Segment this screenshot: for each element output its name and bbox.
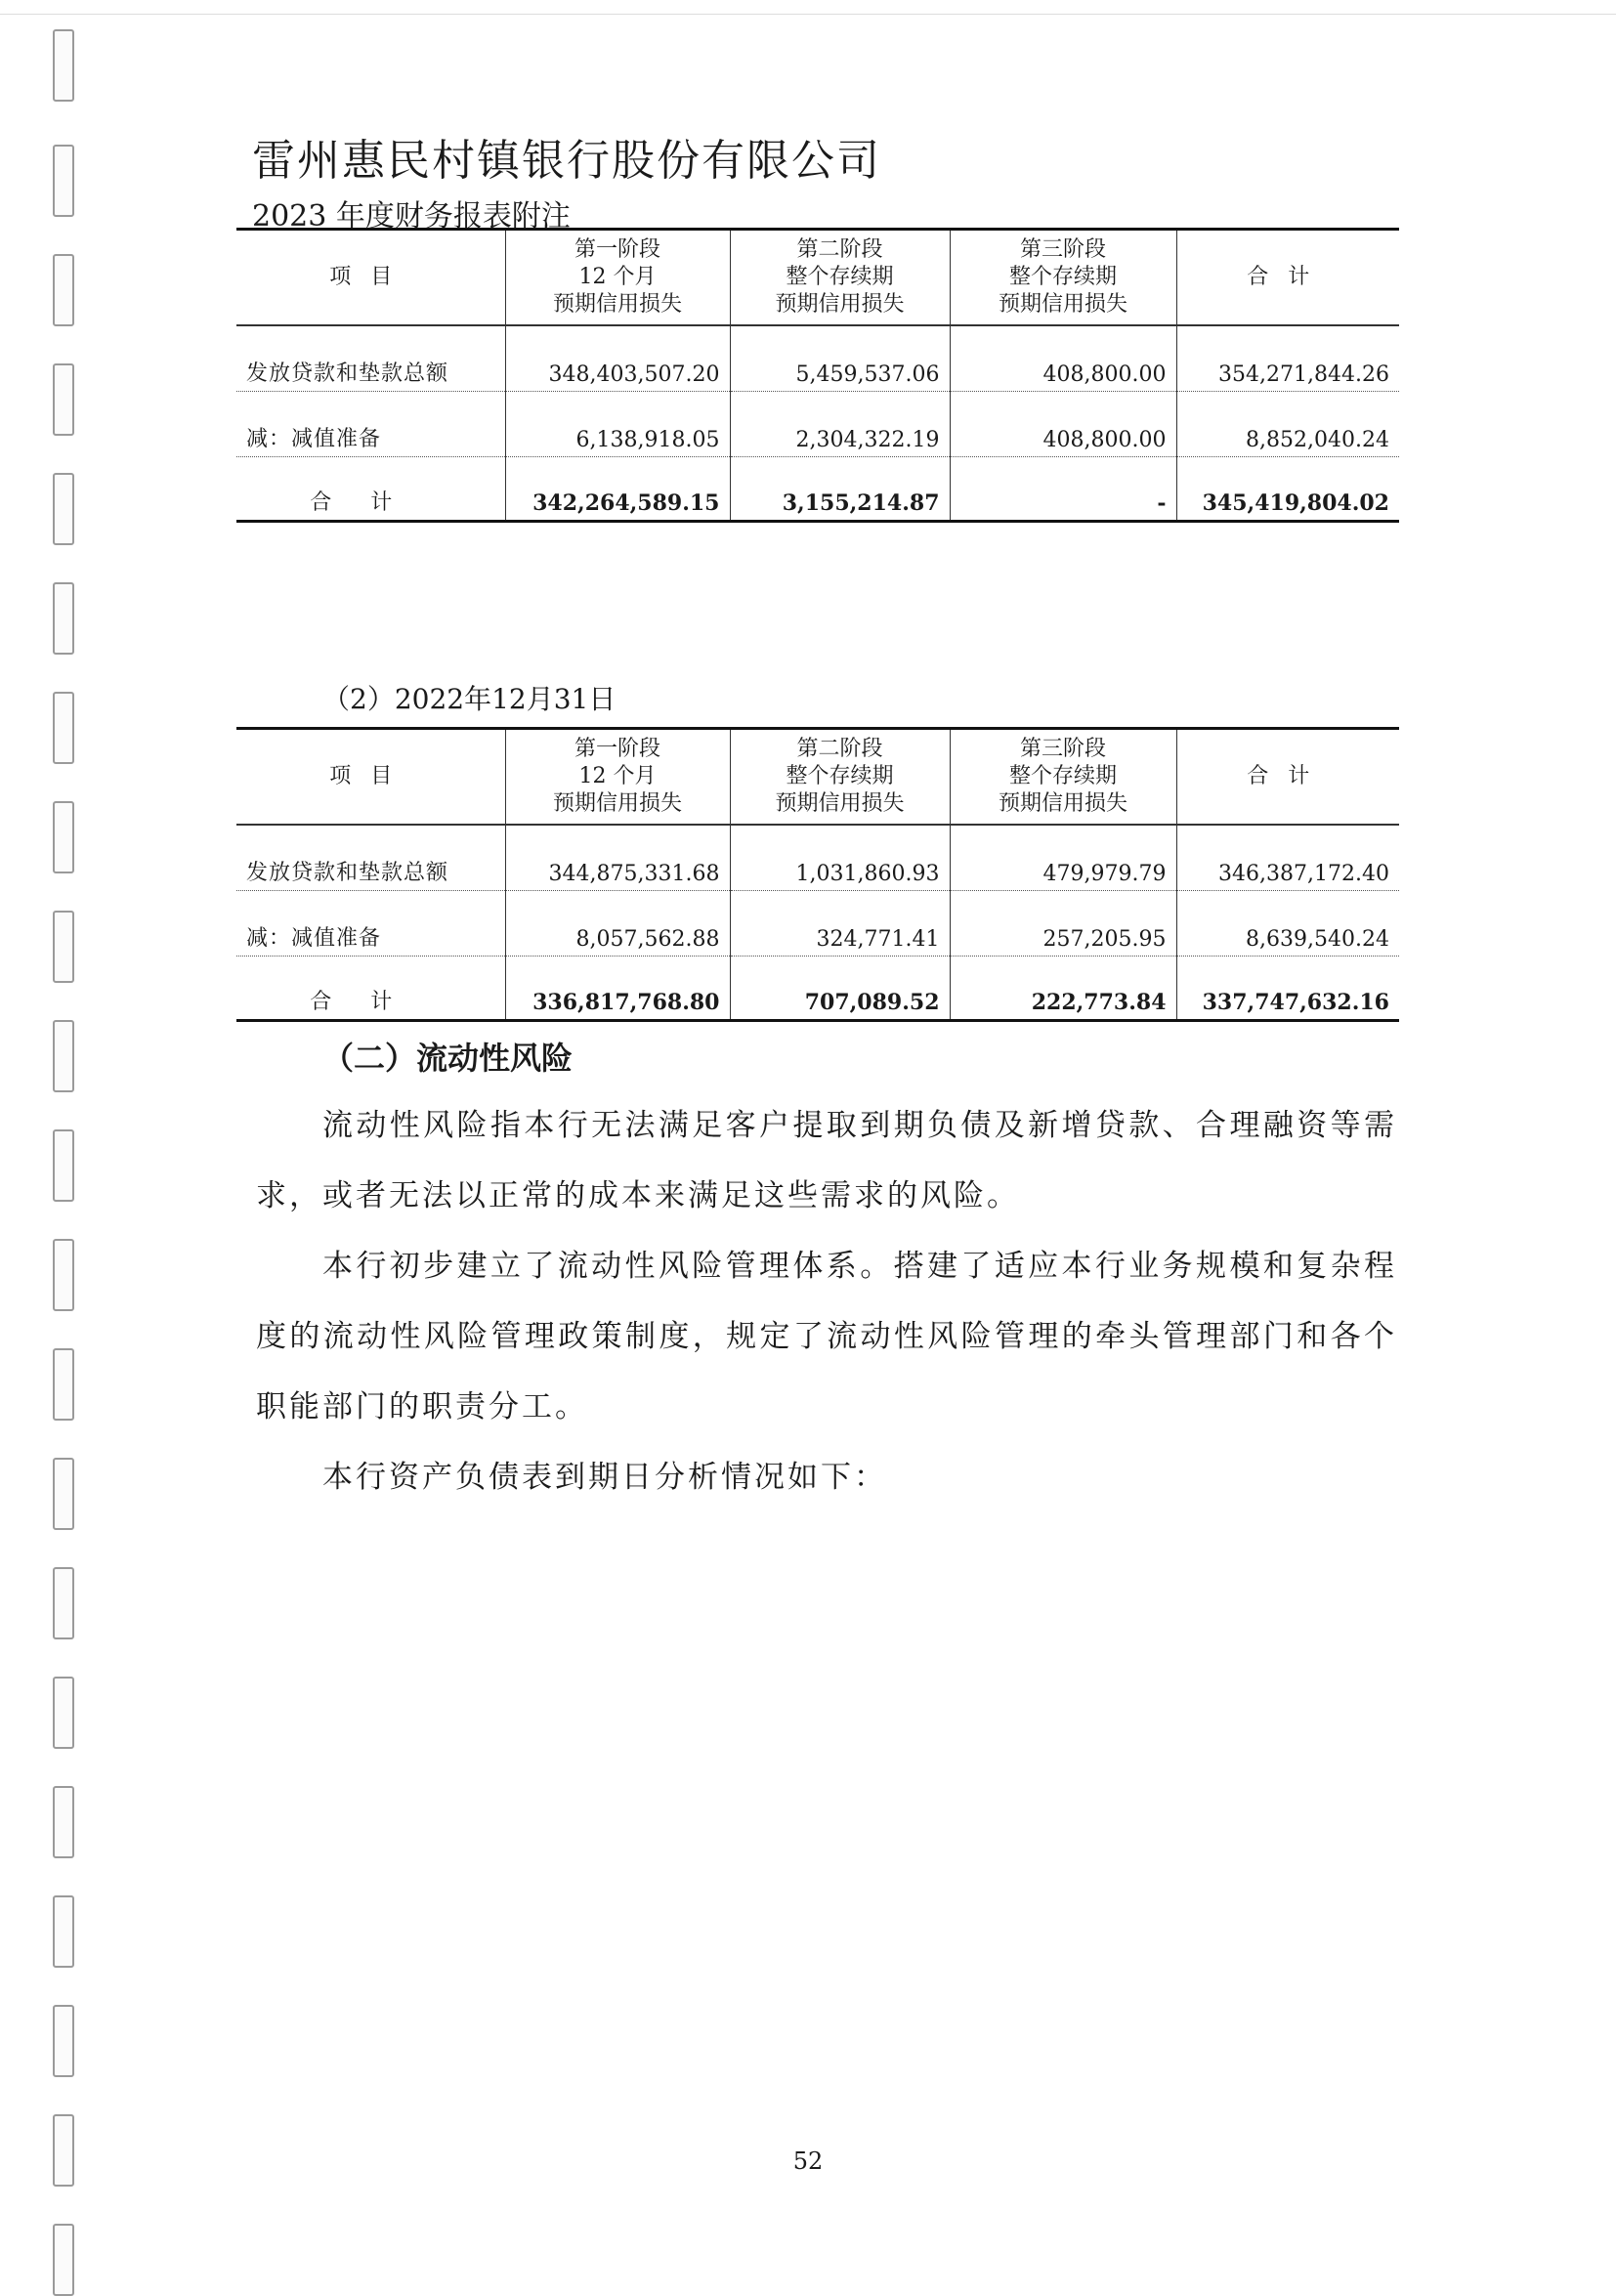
header-line: 整个存续期 (1008, 265, 1117, 289)
table-row (236, 325, 1399, 392)
binding-holes (49, 20, 78, 2276)
header-line: 12 个月 (578, 764, 657, 788)
header-total: 合计 (1176, 729, 1399, 826)
header-line: 第二阶段 (796, 737, 883, 761)
header-line: 整个存续期 (786, 764, 894, 788)
binding-hole (53, 582, 74, 655)
table-header-row (236, 729, 1399, 826)
header-line: 12 个月 (578, 265, 657, 289)
header-line: 整个存续期 (1008, 764, 1117, 788)
header-stage3 (950, 729, 1176, 826)
binding-hole (53, 911, 74, 983)
table-total-row (236, 457, 1399, 522)
binding-hole (53, 473, 74, 545)
binding-hole (53, 1129, 74, 1202)
cell-stage3: 408,800.00 (950, 392, 1176, 457)
cell-total: 345,419,804.02 (1176, 457, 1399, 522)
cell-stage3: 222,773.84 (950, 957, 1176, 1021)
cell-total: 337,747,632.16 (1176, 957, 1399, 1021)
binding-hole (53, 145, 74, 217)
row-label: 发放贷款和垫款总额 (236, 325, 505, 392)
header-line: 预期信用损失 (775, 791, 905, 816)
page-number: 52 (792, 2147, 824, 2175)
table2-caption: （2）2022年12月31日 (322, 683, 617, 715)
binding-hole (53, 363, 74, 436)
table-row (236, 891, 1399, 957)
cell-stage2: 707,089.52 (730, 957, 950, 1021)
header-item: 项目 (236, 729, 505, 826)
cell-total: 354,271,844.26 (1176, 325, 1399, 392)
cell-stage3: 408,800.00 (950, 325, 1176, 392)
cell-stage1: 344,875,331.68 (505, 825, 730, 891)
header-stage3 (950, 231, 1176, 325)
cell-total: 8,852,040.24 (1176, 392, 1399, 457)
cell-stage3: - (950, 457, 1176, 522)
section-title: （二）流动性风险 (322, 1040, 574, 1077)
cell-stage1: 336,817,768.80 (505, 957, 730, 1021)
ecl-table-2022 (236, 727, 1399, 1022)
cell-stage2: 324,771.41 (730, 891, 950, 957)
table-header-row (236, 231, 1399, 325)
header-total: 合计 (1176, 231, 1399, 325)
header-stage1 (505, 231, 730, 325)
cell-stage2: 1,031,860.93 (730, 825, 950, 891)
report-subtitle: 2023 年度财务报表附注 (252, 199, 571, 234)
header-line: 第一阶段 (574, 737, 660, 761)
header-line: 预期信用损失 (998, 292, 1127, 317)
row-label: 减：减值准备 (236, 891, 505, 957)
binding-hole (53, 254, 74, 326)
binding-hole (53, 1677, 74, 1749)
cell-stage1: 6,138,918.05 (505, 392, 730, 457)
ecl-table-2023 (236, 231, 1399, 523)
row-label: 合计 (236, 957, 505, 1021)
binding-hole (53, 1895, 74, 1968)
binding-hole (53, 801, 74, 873)
header-line: 预期信用损失 (775, 292, 905, 317)
header-line: 预期信用损失 (552, 292, 682, 317)
row-label: 合计 (236, 457, 505, 522)
cell-stage1: 342,264,589.15 (505, 457, 730, 522)
cell-total: 346,387,172.40 (1176, 825, 1399, 891)
paragraph: 流动性风险指本行无法满足客户提取到期负债及新增贷款、合理融资等需求，或者无法以正常的成本来满足这些需求的风险。 (256, 1108, 1397, 1213)
header-stage2 (730, 231, 950, 325)
header-stage2 (730, 729, 950, 826)
row-label: 减：减值准备 (236, 392, 505, 457)
paragraph: 本行初步建立了流动性风险管理体系。搭建了适应本行业务规模和复杂程度的流动性风险管理政策制度，规定了流动性风险管理的牵头管理部门和各个职能部门的职责分工。 (256, 1249, 1397, 1424)
row-label: 发放贷款和垫款总额 (236, 825, 505, 891)
header-line: 第三阶段 (1019, 737, 1106, 761)
header-line: 预期信用损失 (552, 791, 682, 816)
table-total-row (236, 957, 1399, 1021)
table-row (236, 392, 1399, 457)
header-line: 第一阶段 (574, 237, 660, 262)
binding-hole (53, 29, 74, 102)
header-line: 第三阶段 (1019, 237, 1106, 262)
cell-stage2: 5,459,537.06 (730, 325, 950, 392)
cell-stage2: 3,155,214.87 (730, 457, 950, 522)
binding-hole (53, 1567, 74, 1639)
header-line: 整个存续期 (786, 265, 894, 289)
table-row (236, 825, 1399, 891)
binding-hole (53, 1239, 74, 1311)
company-name: 雷州惠民村镇银行股份有限公司 (252, 136, 881, 186)
binding-hole (53, 1786, 74, 1858)
header-stage1 (505, 729, 730, 826)
binding-hole (53, 1458, 74, 1530)
header-line: 预期信用损失 (998, 791, 1127, 816)
binding-hole (53, 2224, 74, 2296)
cell-stage3: 479,979.79 (950, 825, 1176, 891)
paragraph: 本行资产负债表到期日分析情况如下： (322, 1460, 887, 1495)
scan-top-edge (0, 14, 1616, 15)
binding-hole (53, 1020, 74, 1092)
binding-hole (53, 1348, 74, 1421)
cell-total: 8,639,540.24 (1176, 891, 1399, 957)
binding-hole (53, 2005, 74, 2077)
header-item: 项目 (236, 231, 505, 325)
cell-stage1: 348,403,507.20 (505, 325, 730, 392)
binding-hole (53, 692, 74, 764)
cell-stage2: 2,304,322.19 (730, 392, 950, 457)
cell-stage3: 257,205.95 (950, 891, 1176, 957)
cell-stage1: 8,057,562.88 (505, 891, 730, 957)
header-line: 第二阶段 (796, 237, 883, 262)
